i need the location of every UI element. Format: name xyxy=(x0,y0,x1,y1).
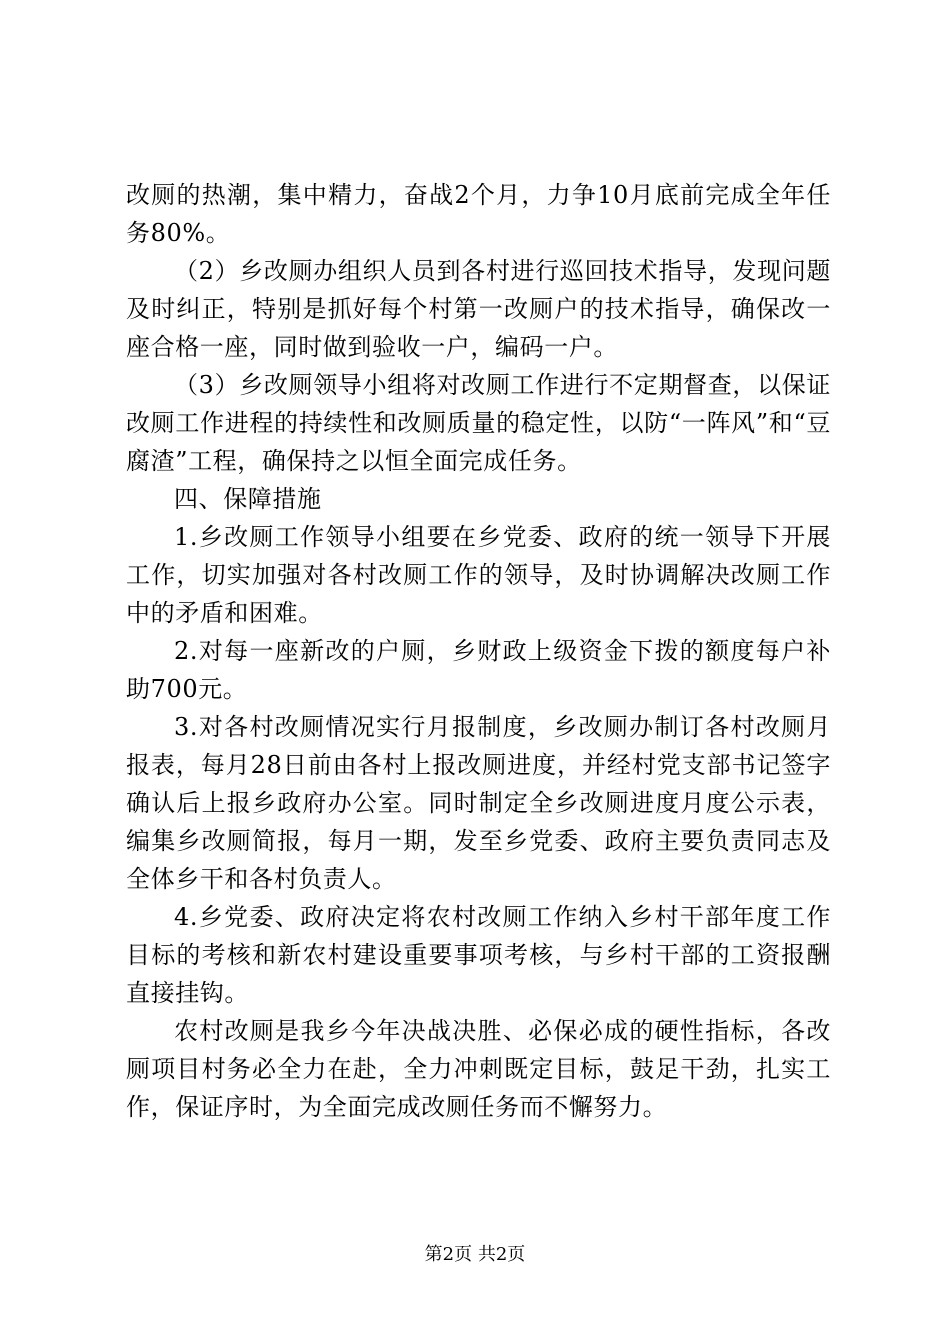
paragraph-item-2: （2）乡改厕办组织人员到各村进行巡回技术指导，发现问题及时纠正，特别是抓好每个村第一改厕户的技术指导，确保改一座合格一座，同时做到验收一户，编码一户。 xyxy=(126,257,831,361)
paragraph-item-3: （3）乡改厕领导小组将对改厕工作进行不定期督查，以保证改厕工作进程的持续性和改厕质量的稳定性，以防“一阵风”和“豆腐渣”工程，确保持之以恒全面完成任务。 xyxy=(126,371,831,475)
paragraph-measure-2: 2.对每一座新改的户厕，乡财政上级资金下拨的额度每户补助700元。 xyxy=(126,637,831,703)
paragraph-measure-1: 1.乡改厕工作领导小组要在乡党委、政府的统一领导下开展工作，切实加强对各村改厕工作的领导，及时协调解决改厕工作中的矛盾和困难。 xyxy=(126,523,831,627)
paragraph-measure-3: 3.对各村改厕情况实行月报制度，乡改厕办制订各村改厕月报表，每月28日前由各村上报改厕进度，并经村党支部书记签字确认后上报乡政府办公室。同时制定全乡改厕进度月度公示表，编集乡改厕简报，每月一期，发至乡党委、政府主要负责同志及全体乡干和各村负责人。 xyxy=(126,713,831,893)
page-footer: 第2页 共2页 xyxy=(424,1244,526,1265)
paragraph-measure-4: 4.乡党委、政府决定将农村改厕工作纳入乡村干部年度工作目标的考核和新农村建设重要事项考核，与乡村干部的工资报酬直接挂钩。 xyxy=(126,903,831,1007)
paragraph-conclusion: 农村改厕是我乡今年决战决胜、必保必成的硬性指标，各改厕项目村务必全力在赴，全力冲刺既定目标，鼓足干劲，扎实工作，保证序时，为全面完成改厕任务而不懈努力。 xyxy=(126,1017,831,1121)
paragraph-continuation: 改厕的热潮，集中精力，奋战2个月，力争10月底前完成全年任务80%。 xyxy=(126,181,831,247)
section-heading: 四、保障措施 xyxy=(174,485,322,513)
document-body xyxy=(126,176,831,1126)
